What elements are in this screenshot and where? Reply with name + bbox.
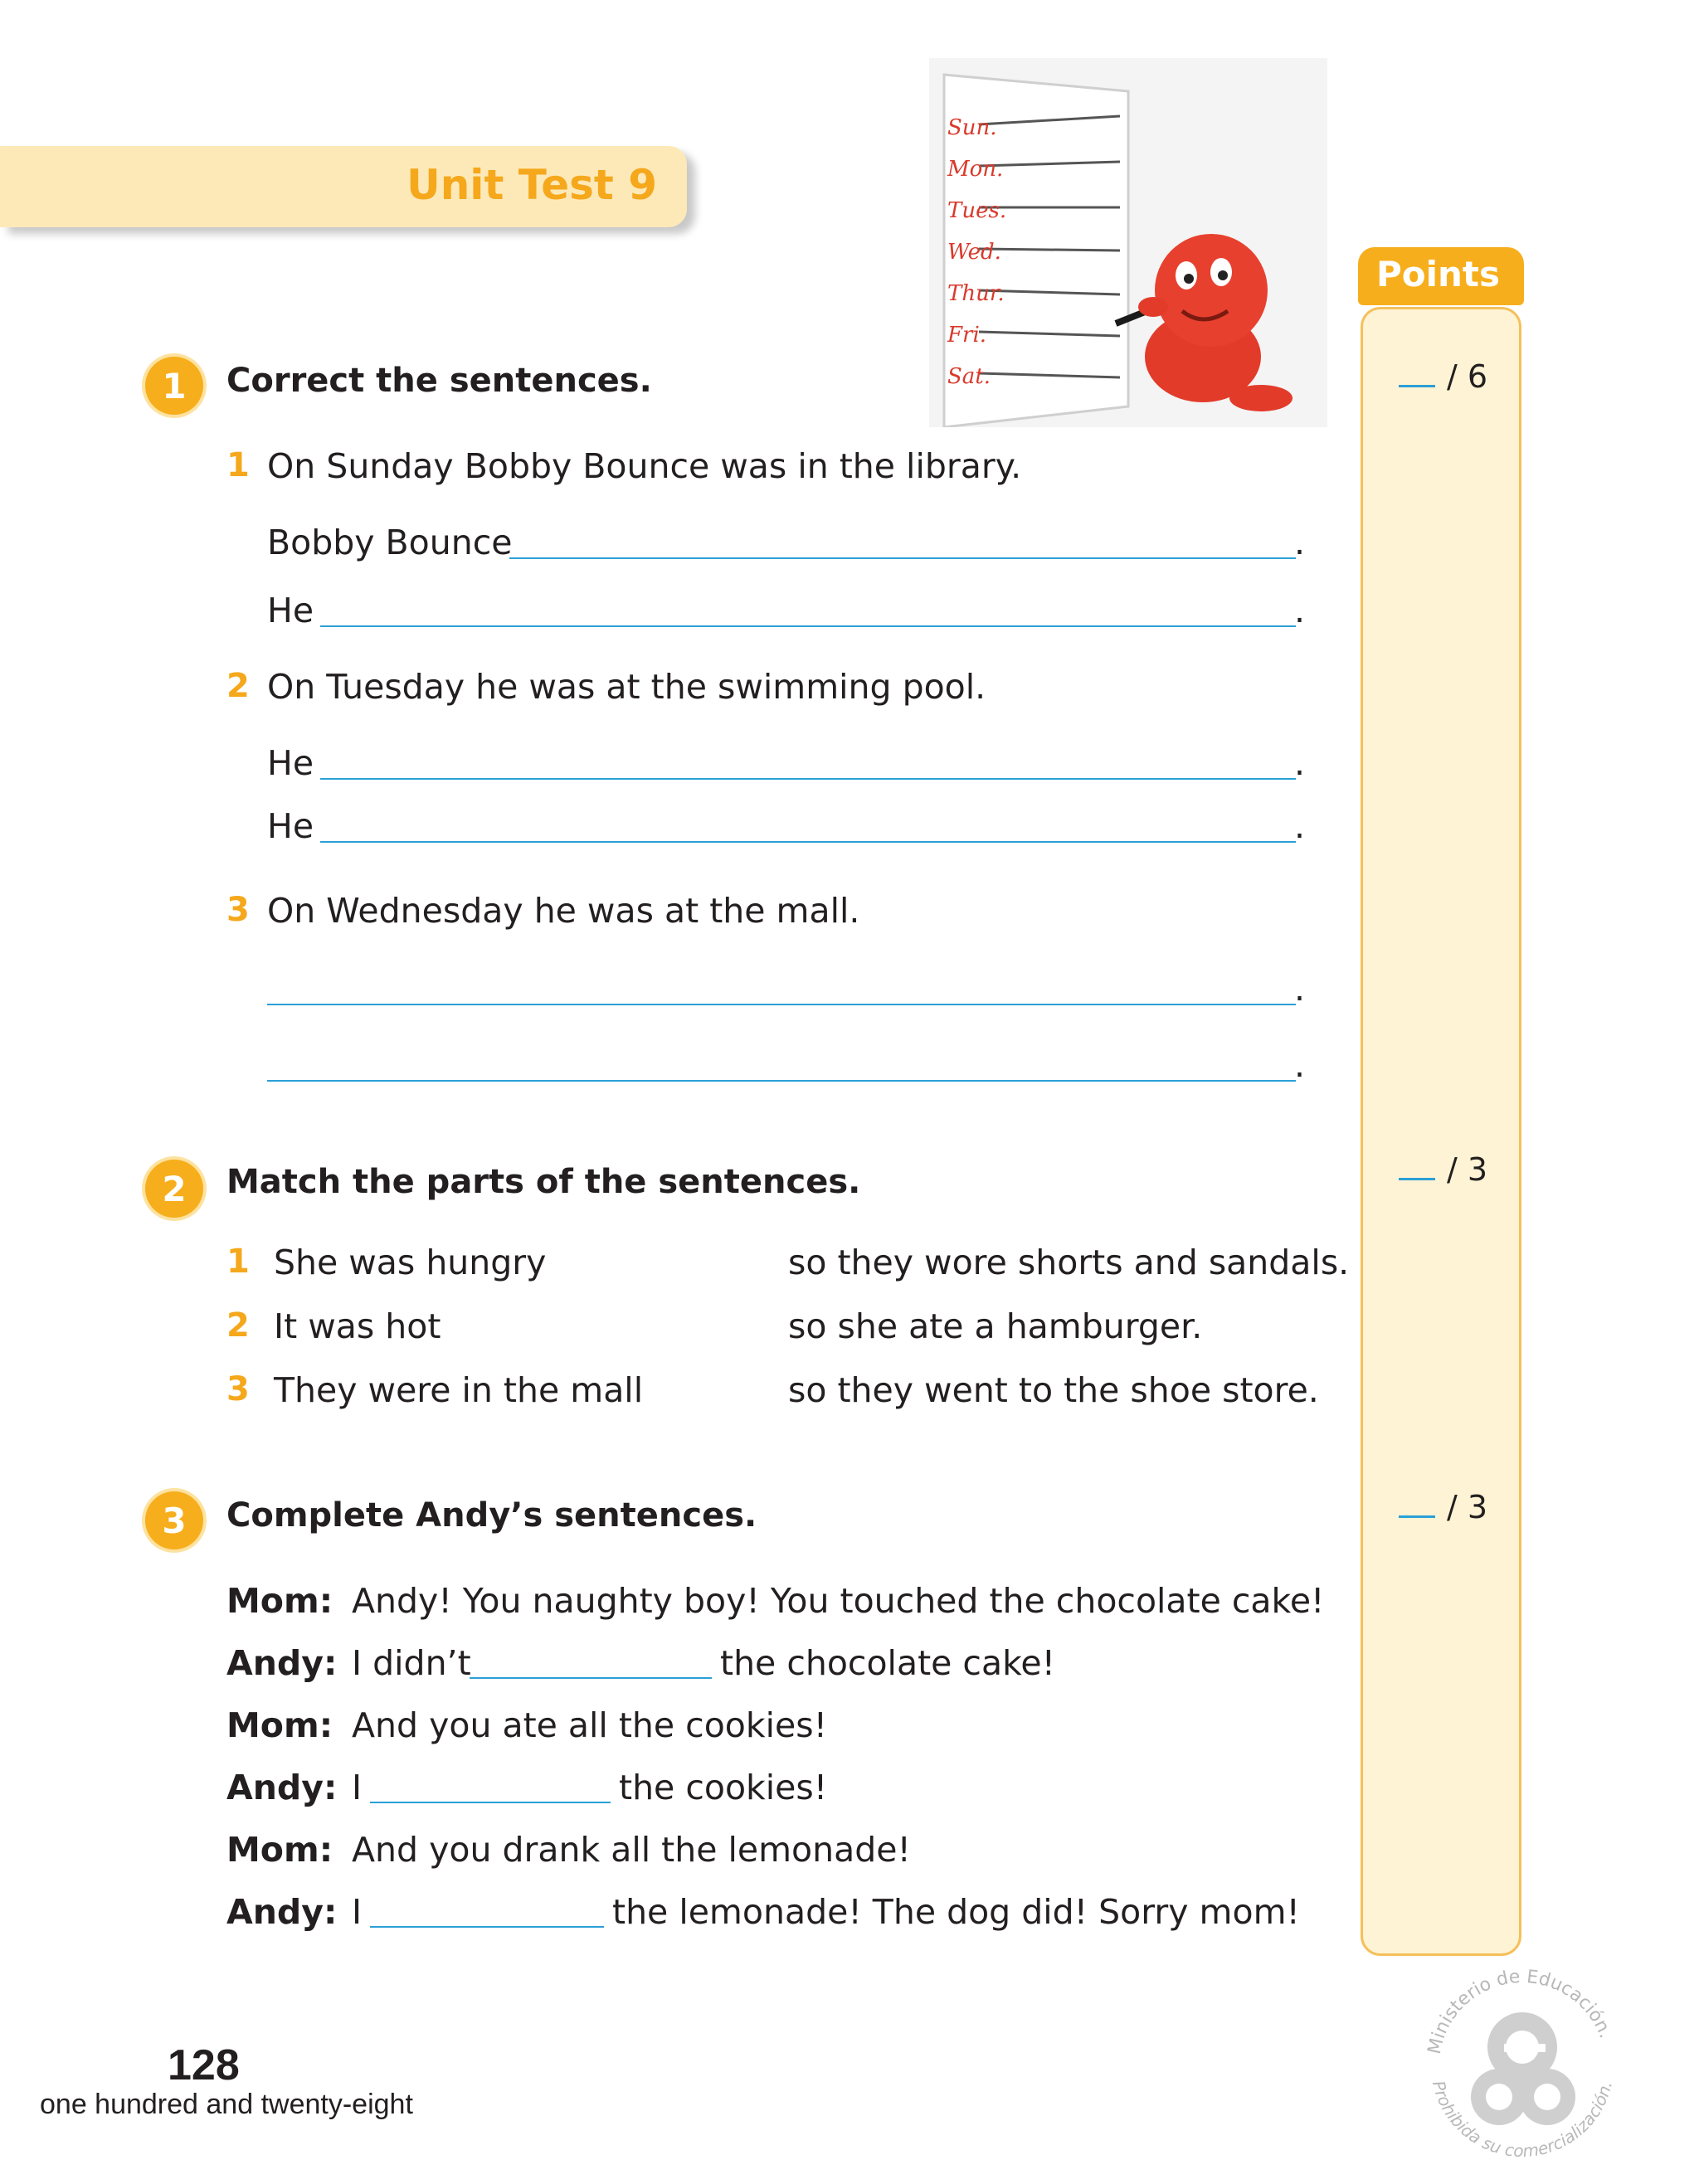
match-left-1-number: 1 (226, 1243, 250, 1281)
answer-2b-prompt: He (267, 806, 314, 846)
day-wed: Wed. (947, 240, 1001, 265)
mom-line-2: And you ate all the cookies! (352, 1705, 828, 1745)
day-thur: Thur. (947, 281, 1005, 306)
score-section-2: / 3 (1399, 1151, 1487, 1188)
answer-3b-line[interactable] (267, 1080, 1296, 1082)
calendar-ball-illustration (929, 58, 1327, 427)
score-section-1: / 6 (1399, 358, 1487, 395)
day-sat: Sat. (947, 364, 991, 389)
match-left-3[interactable]: They were in the mall (274, 1370, 644, 1410)
andy-blank-3[interactable] (370, 1926, 604, 1928)
day-tues: Tues. (947, 198, 1007, 223)
answer-2a-line[interactable] (320, 778, 1296, 780)
speaker-andy-3: Andy: (226, 1892, 338, 1932)
score-blank-3[interactable] (1399, 1515, 1435, 1518)
page-number: 128 (168, 2041, 240, 2089)
page-title: Unit Test 9 (406, 161, 657, 209)
mom-line-1: Andy! You naughty boy! You touched the chocolate cake! (352, 1581, 1325, 1621)
svg-text:Ministerio de Educación.: Ministerio de Educación. (1424, 1966, 1616, 2056)
andy-line-3-after: the lemonade! The dog did! Sorry mom! (612, 1892, 1300, 1932)
answer-3a-line[interactable] (267, 1004, 1296, 1005)
match-left-1[interactable]: She was hungry (274, 1243, 547, 1282)
mom-line-3: And you drank all the lemonade! (352, 1830, 911, 1870)
section-2-number: 2 (145, 1160, 203, 1218)
score-section-3: / 3 (1399, 1489, 1487, 1525)
item-1-number: 1 (226, 446, 250, 484)
points-label: Points (1376, 254, 1501, 294)
answer-2a-prompt: He (267, 743, 314, 783)
match-right-2[interactable]: so she ate a hamburger. (788, 1306, 1203, 1346)
answer-1a-prompt: Bobby Bounce (267, 523, 513, 562)
andy-line-3-before: I (352, 1892, 363, 1932)
speaker-mom-3: Mom: (226, 1830, 333, 1870)
match-left-2-number: 2 (226, 1306, 250, 1345)
item-3-sentence: On Wednesday he was at the mall. (267, 891, 860, 931)
andy-line-1-after: the chocolate cake! (720, 1643, 1056, 1683)
answer-3a-period: . (1294, 969, 1306, 1009)
section-1-number: 1 (145, 357, 203, 415)
answer-2a-period: . (1294, 743, 1306, 783)
andy-blank-1[interactable] (470, 1677, 712, 1679)
day-mon: Mon. (947, 157, 1004, 182)
section-3-title: Complete Andy’s sentences. (226, 1496, 757, 1535)
score-blank-2[interactable] (1399, 1177, 1435, 1180)
ministry-seal-logo (1406, 1941, 1638, 2173)
item-2-sentence: On Tuesday he was at the swimming pool. (267, 667, 986, 707)
match-right-3[interactable]: so they went to the shoe store. (788, 1370, 1319, 1410)
answer-1b-period: . (1294, 591, 1306, 630)
speaker-andy-2: Andy: (226, 1768, 338, 1807)
match-left-3-number: 3 (226, 1370, 250, 1408)
title-tab (0, 146, 687, 227)
score-blank-1[interactable] (1399, 384, 1435, 387)
points-tab (1358, 247, 1524, 305)
section-1-title: Correct the sentences. (226, 362, 652, 400)
match-left-2[interactable]: It was hot (274, 1306, 441, 1346)
answer-1b-line[interactable] (320, 625, 1296, 627)
speaker-mom-2: Mom: (226, 1705, 333, 1745)
points-column (1361, 307, 1521, 1956)
answer-3b-period: . (1294, 1045, 1306, 1085)
match-right-1[interactable]: so they wore shorts and sandals. (788, 1243, 1350, 1282)
answer-2b-period: . (1294, 806, 1306, 846)
speaker-mom-1: Mom: (226, 1581, 333, 1621)
svg-text:Prohibida su comercialización.: Prohibida su comercialización. (1428, 2079, 1616, 2162)
andy-line-2-before: I (352, 1768, 363, 1807)
item-3-number: 3 (226, 891, 250, 929)
day-sun: Sun. (947, 115, 997, 140)
speaker-andy-1: Andy: (226, 1643, 338, 1683)
andy-line-2-after: the cookies! (619, 1768, 828, 1807)
andy-line-1-before: I didn’t (352, 1643, 471, 1683)
section-2-title: Match the parts of the sentences. (226, 1163, 861, 1201)
answer-1a-line[interactable] (509, 557, 1296, 559)
section-3-number: 3 (145, 1491, 203, 1549)
day-fri: Fri. (947, 323, 987, 348)
answer-1b-prompt: He (267, 591, 314, 630)
answer-1a-period: . (1294, 523, 1306, 562)
item-1-sentence: On Sunday Bobby Bounce was in the library. (267, 446, 1022, 486)
answer-2b-line[interactable] (320, 841, 1296, 843)
page-number-words: one hundred and twenty-eight (40, 2089, 413, 2120)
item-2-number: 2 (226, 667, 250, 705)
andy-blank-2[interactable] (370, 1802, 611, 1803)
